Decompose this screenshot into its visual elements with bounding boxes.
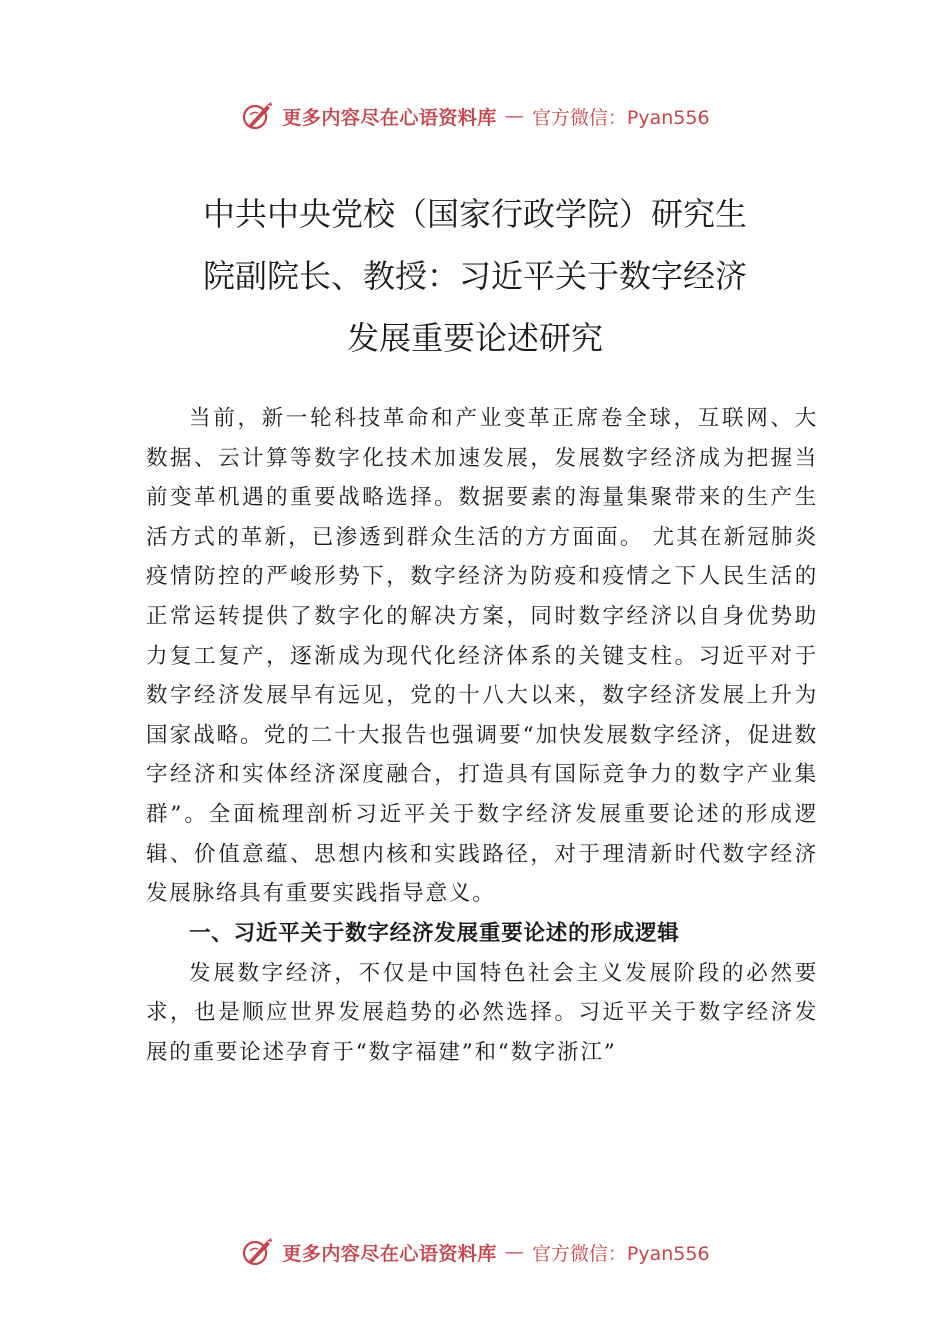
intro-paragraph: 当前，新一轮科技革命和产业变革正席卷全球，互联网、大数据、云计算等数字化技术加速发展，发展数字经济成为把握当前变革机遇的重要战略选择。数据要素的海量集聚带来的生产生活方式的革新，已渗透到群众生活的方方面面。 尤其在新冠肺炎疫情防控的严峻形势下，数字经济为防疫和疫情之下人民生活的正常运转提供了数字化的解决方案，同时数字经济以自身优势助力复工复产，逐渐成为现代化经济体系的关键支柱。习近平对于数字经济发展早有远见，党的十八大以来，数字经济发展上升为国家战略。党的二十大报告也强调要“加快发展数字经济，促进数字经济和实体经济深度融合，打造具有国际竞争力的数字产业集群”。全面梳理剖析习近平关于数字经济发展重要论述的形成逻辑、价值意蕴、思想内核和实践路径，对于理清新时代数字经济发展脉络具有重要实践指导意义。 xyxy=(146,406,818,907)
watermark-dash: — xyxy=(504,1241,524,1263)
section-heading: 一、习近平关于数字经济发展重要论述的形成逻辑 xyxy=(189,920,680,946)
watermark-wechat: 官方微信：Pyan556 xyxy=(531,106,710,129)
title-line-1: 中共中央党校（国家行政学院）研究生 xyxy=(202,195,747,233)
quill-pen-logo-icon xyxy=(240,1235,274,1269)
watermark-text: 更多内容尽在心语资料库 xyxy=(282,106,497,129)
watermark-text: 更多内容尽在心语资料库 xyxy=(282,1242,497,1265)
watermark-dash: — xyxy=(504,105,524,127)
title-line-3: 发展重要论述研究 xyxy=(346,319,603,357)
document-body xyxy=(146,399,818,1073)
document-title xyxy=(120,183,830,369)
header-watermark xyxy=(0,96,950,136)
quill-pen-logo-icon xyxy=(240,99,274,133)
footer-watermark xyxy=(0,1232,950,1272)
title-line-2: 院副院长、教授：习近平关于数字经济 xyxy=(202,257,747,295)
section-paragraph: 发展数字经济，不仅是中国特色社会主义发展阶段的必然要求，也是顺应世界发展趋势的必然选择。习近平关于数字经济发展的重要论述孕育于“数字福建”和“数字浙江” xyxy=(146,960,818,1065)
watermark-wechat: 官方微信：Pyan556 xyxy=(531,1242,710,1265)
